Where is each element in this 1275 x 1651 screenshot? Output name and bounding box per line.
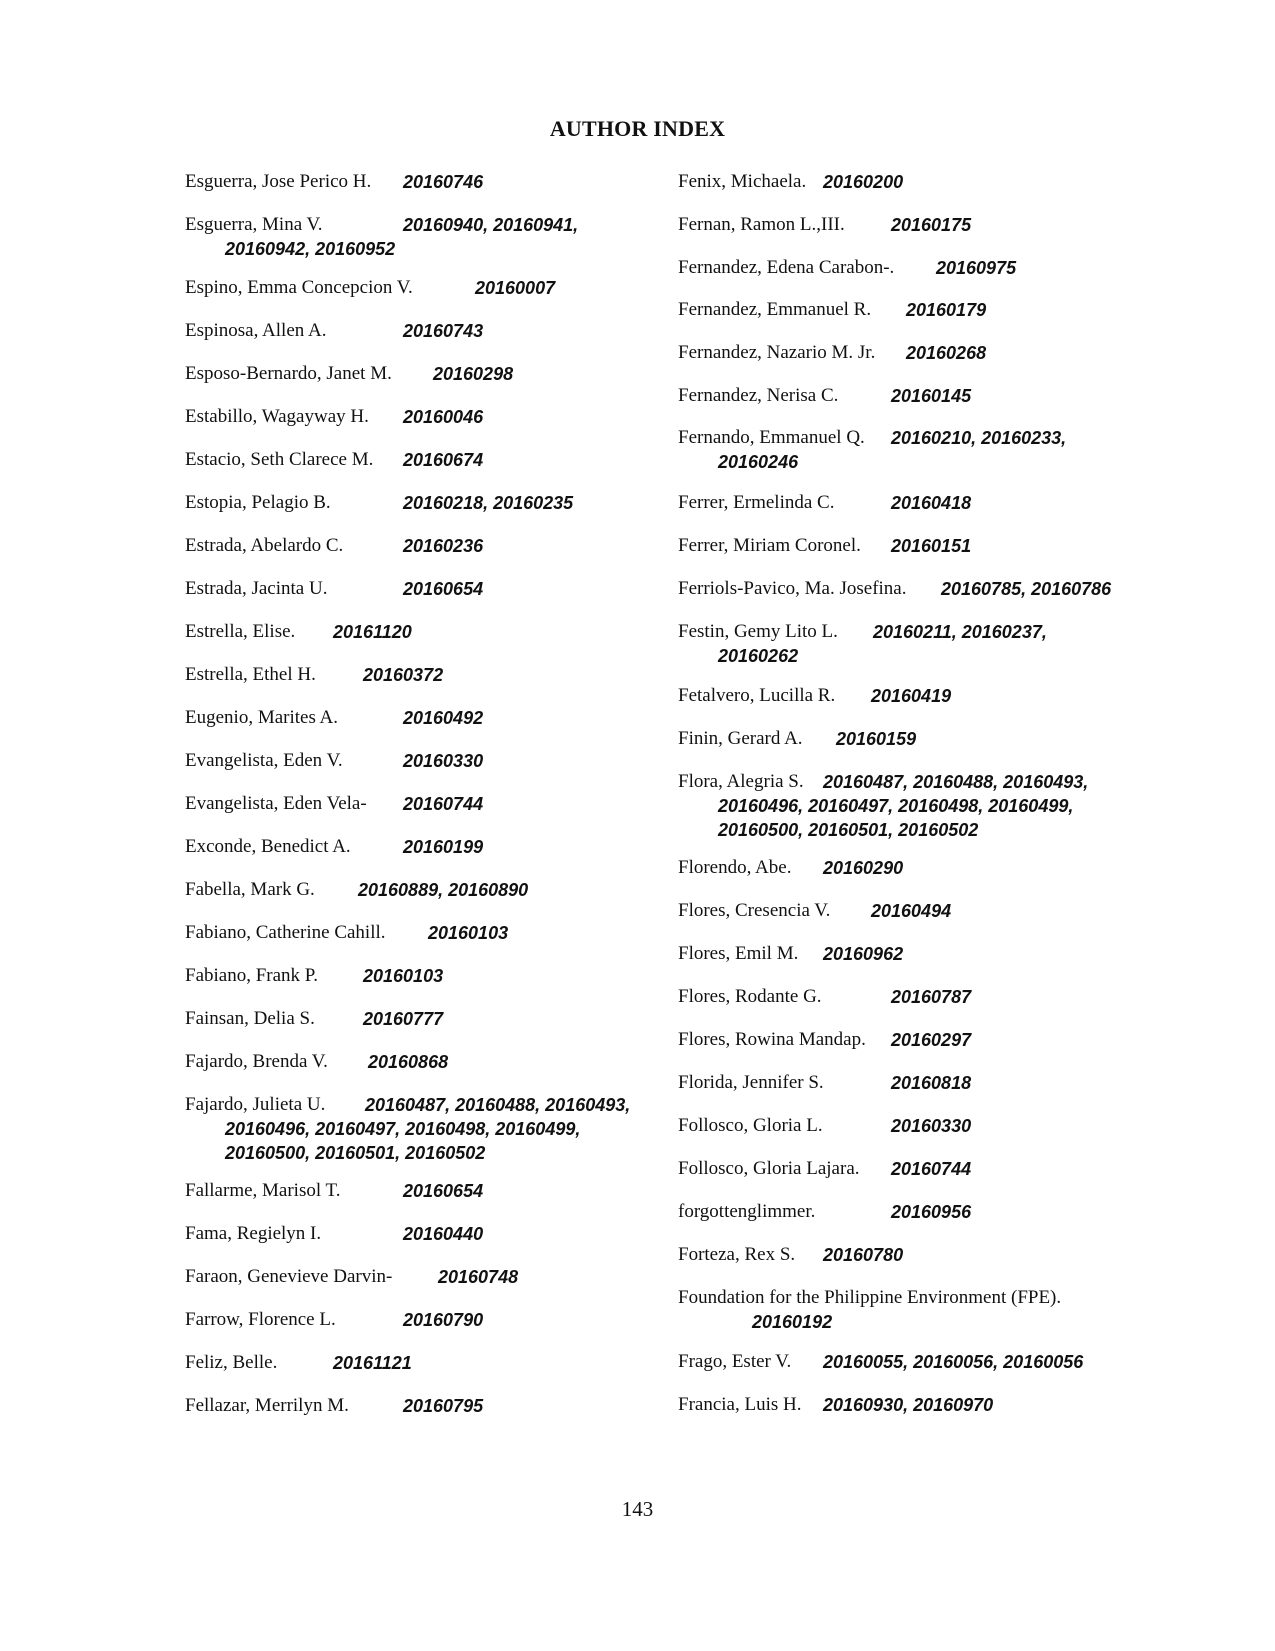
index-entry (185, 749, 655, 773)
index-entry (678, 1114, 1148, 1138)
entry-codes: 20161120 (333, 622, 412, 642)
index-entry (678, 1286, 1148, 1334)
author-name: Flores, Rodante G. (678, 986, 822, 1007)
author-name: Estrella, Elise. (185, 621, 296, 642)
entry-codes-continued: 20160192 (752, 1312, 833, 1332)
author-name: Fajardo, Julieta U. (185, 1094, 326, 1115)
author-name: Estrada, Jacinta U. (185, 578, 328, 599)
index-entry (678, 256, 1148, 280)
entry-codes: 20160199 (403, 837, 484, 857)
entry-codes: 20160419 (871, 686, 952, 706)
entry-codes: 20160654 (403, 579, 484, 599)
author-name: Flores, Cresencia V. (678, 900, 831, 921)
author-name: Espino, Emma Concepcion V. (185, 277, 413, 298)
author-name: Flores, Rowina Mandap. (678, 1029, 866, 1050)
entry-codes: 20160746 (403, 172, 484, 192)
author-name: Estabillo, Wagayway H. (185, 406, 369, 427)
index-entry (678, 577, 1148, 601)
index-entry (185, 213, 655, 261)
author-name: Ferrer, Ermelinda C. (678, 492, 835, 513)
index-entry (185, 534, 655, 558)
entry-codes: 20160159 (836, 729, 917, 749)
index-entry (185, 835, 655, 859)
index-entry (185, 362, 655, 386)
index-entry (185, 921, 655, 945)
author-name: Faraon, Genevieve Darvin- (185, 1266, 393, 1287)
entry-codes: 20160175 (891, 215, 972, 235)
author-name: Feliz, Belle. (185, 1352, 278, 1373)
index-entry (185, 1394, 655, 1418)
entry-codes: 20160748 (438, 1267, 519, 1287)
entry-codes: 20160330 (403, 751, 484, 771)
author-name: Fernandez, Nazario M. Jr. (678, 342, 876, 363)
index-entry (678, 170, 1148, 194)
index-entry (678, 1071, 1148, 1095)
entry-codes-continued: 20160496, 20160497, 20160498, 20160499, (718, 796, 1074, 816)
author-name: Farrow, Florence L. (185, 1309, 336, 1330)
entry-codes: 20160743 (403, 321, 484, 341)
entry-codes: 20160200 (823, 172, 904, 192)
author-name: Esguerra, Mina V. (185, 214, 323, 235)
index-entry (678, 770, 1148, 842)
entry-codes: 20160103 (363, 966, 444, 986)
index-entry (185, 319, 655, 343)
index-entry (678, 213, 1148, 237)
index-entry (185, 170, 655, 194)
entry-codes: 20160487, 20160488, 20160493, (365, 1095, 631, 1115)
author-name: Evangelista, Eden V. (185, 750, 343, 771)
entry-codes: 20161121 (333, 1353, 412, 1373)
entry-codes: 20160268 (906, 343, 987, 363)
entry-codes: 20160298 (433, 364, 514, 384)
author-name: Fama, Regielyn I. (185, 1223, 322, 1244)
author-name: Fenix, Michaela. (678, 171, 807, 192)
entry-codes: 20160440 (403, 1224, 484, 1244)
entry-codes: 20160211, 20160237, (873, 622, 1047, 642)
entry-codes: 20160179 (906, 300, 987, 320)
entry-codes: 20160674 (403, 450, 484, 470)
index-entry (678, 384, 1148, 408)
entry-codes-continued: 20160942, 20160952 (225, 239, 396, 259)
entry-codes: 20160236 (403, 536, 484, 556)
index-entry (678, 426, 1148, 474)
index-entry (678, 491, 1148, 515)
author-name: Fernandez, Edena Carabon-. (678, 257, 895, 278)
index-entry (185, 964, 655, 988)
author-name: Fallarme, Marisol T. (185, 1180, 341, 1201)
index-entry (678, 856, 1148, 880)
entry-codes: 20160744 (403, 794, 484, 814)
entry-codes: 20160818 (891, 1073, 972, 1093)
author-name: Francia, Luis H. (678, 1394, 802, 1415)
index-entry (678, 899, 1148, 923)
author-name: Estopia, Pelagio B. (185, 492, 331, 513)
author-name: Fetalvero, Lucilla R. (678, 685, 836, 706)
index-entry (678, 1200, 1148, 1224)
entry-codes: 20160975 (936, 258, 1017, 278)
entry-codes: 20160889, 20160890 (358, 880, 529, 900)
author-name: Estrada, Abelardo C. (185, 535, 344, 556)
entry-codes: 20160790 (403, 1310, 484, 1330)
entry-codes: 20160785, 20160786 (941, 579, 1112, 599)
index-entry (185, 792, 655, 816)
entry-codes-continued: 20160496, 20160497, 20160498, 20160499, (225, 1119, 581, 1139)
index-entry (185, 577, 655, 601)
index-entry (678, 727, 1148, 751)
index-entry (185, 448, 655, 472)
entry-codes: 20160795 (403, 1396, 484, 1416)
index-entry (678, 341, 1148, 365)
index-entry (185, 1179, 655, 1203)
entry-codes: 20160297 (891, 1030, 972, 1050)
entry-codes: 20160744 (891, 1159, 972, 1179)
entry-codes: 20160787 (891, 987, 972, 1007)
author-name: Esposo-Bernardo, Janet M. (185, 363, 392, 384)
entry-codes: 20160494 (871, 901, 952, 921)
page-title: AUTHOR INDEX (549, 116, 726, 141)
index-entry (678, 942, 1148, 966)
author-name: Finin, Gerard A. (678, 728, 803, 749)
index-entry (678, 684, 1148, 708)
entry-codes: 20160046 (403, 407, 484, 427)
index-entry (678, 1393, 1148, 1417)
entry-codes-continued: 20160500, 20160501, 20160502 (225, 1143, 486, 1163)
author-name: Evangelista, Eden Vela- (185, 793, 367, 814)
author-name: Follosco, Gloria L. (678, 1115, 823, 1136)
author-name: Fernandez, Emmanuel R. (678, 299, 872, 320)
index-entry (185, 1308, 655, 1332)
author-name: Festin, Gemy Lito L. (678, 621, 838, 642)
index-entry (678, 1350, 1148, 1374)
index-entry (185, 706, 655, 730)
author-name: Exconde, Benedict A. (185, 836, 351, 857)
entry-codes: 20160145 (891, 386, 972, 406)
index-entry (185, 663, 655, 687)
author-name: Ferriols-Pavico, Ma. Josefina. (678, 578, 907, 599)
index-entry (678, 985, 1148, 1009)
author-name: Fernandez, Nerisa C. (678, 385, 839, 406)
author-name: Fernando, Emmanuel Q. (678, 427, 865, 448)
index-entry (678, 620, 1148, 668)
index-entry (185, 276, 655, 300)
author-name: Ferrer, Miriam Coronel. (678, 535, 861, 556)
entry-codes: 20160290 (823, 858, 904, 878)
entry-codes: 20160007 (475, 278, 556, 298)
index-entry (185, 1093, 655, 1165)
entry-codes: 20160151 (891, 536, 972, 556)
author-name: Flores, Emil M. (678, 943, 799, 964)
index-entry (185, 1050, 655, 1074)
entry-codes: 20160492 (403, 708, 484, 728)
author-name: Fernan, Ramon L.,III. (678, 214, 845, 235)
entry-codes: 20160487, 20160488, 20160493, (823, 772, 1089, 792)
index-entry (185, 620, 655, 644)
author-name: Estacio, Seth Clarece M. (185, 449, 374, 470)
index-entry (678, 1243, 1148, 1267)
index-entry (185, 491, 655, 515)
entry-codes: 20160868 (368, 1052, 449, 1072)
entry-codes: 20160962 (823, 944, 904, 964)
author-name: Fabiano, Catherine Cahill. (185, 922, 386, 943)
page-number: 143 (621, 1497, 654, 1521)
entry-codes: 20160956 (891, 1202, 972, 1222)
author-name: Fajardo, Brenda V. (185, 1051, 328, 1072)
author-name: Fainsan, Delia S. (185, 1008, 315, 1029)
author-name: Florida, Jennifer S. (678, 1072, 824, 1093)
author-name: Fellazar, Merrilyn M. (185, 1395, 349, 1416)
author-name: Eugenio, Marites A. (185, 707, 339, 728)
index-entry (678, 298, 1148, 322)
entry-codes-continued: 20160262 (718, 646, 799, 666)
author-name: forgottenglimmer. (678, 1201, 816, 1222)
index-entry (185, 1222, 655, 1246)
entry-codes: 20160654 (403, 1181, 484, 1201)
entry-codes: 20160418 (891, 493, 972, 513)
entry-codes: 20160210, 20160233, (891, 428, 1067, 448)
author-name: Estrella, Ethel H. (185, 664, 316, 685)
index-entry (678, 1028, 1148, 1052)
author-name: Esguerra, Jose Perico H. (185, 171, 372, 192)
index-entry (185, 878, 655, 902)
entry-codes: 20160103 (428, 923, 509, 943)
index-entry (185, 1265, 655, 1289)
author-name: Frago, Ester V. (678, 1351, 792, 1372)
entry-codes: 20160330 (891, 1116, 972, 1136)
entry-codes: 20160780 (823, 1245, 904, 1265)
entry-codes-continued: 20160500, 20160501, 20160502 (718, 820, 979, 840)
author-name: Fabiano, Frank P. (185, 965, 318, 986)
entry-codes: 20160930, 20160970 (823, 1395, 994, 1415)
author-name: Flora, Alegria S. (678, 771, 804, 792)
index-entry (185, 1351, 655, 1375)
author-name: Fabella, Mark G. (185, 879, 315, 900)
author-name: Foundation for the Philippine Environment (FPE). (678, 1287, 1062, 1308)
author-name: Florendo, Abe. (678, 857, 792, 878)
author-name: Espinosa, Allen A. (185, 320, 327, 341)
index-entry (185, 405, 655, 429)
entry-codes: 20160055, 20160056, 20160056 (823, 1352, 1084, 1372)
index-entry (185, 1007, 655, 1031)
index-entry (678, 1157, 1148, 1181)
entry-codes-continued: 20160246 (718, 452, 799, 472)
entry-codes: 20160218, 20160235 (403, 493, 574, 513)
entry-codes: 20160372 (363, 665, 444, 685)
entry-codes: 20160940, 20160941, (403, 215, 579, 235)
author-name: Forteza, Rex S. (678, 1244, 796, 1265)
index-entry (678, 534, 1148, 558)
entry-codes: 20160777 (363, 1009, 444, 1029)
author-name: Follosco, Gloria Lajara. (678, 1158, 860, 1179)
